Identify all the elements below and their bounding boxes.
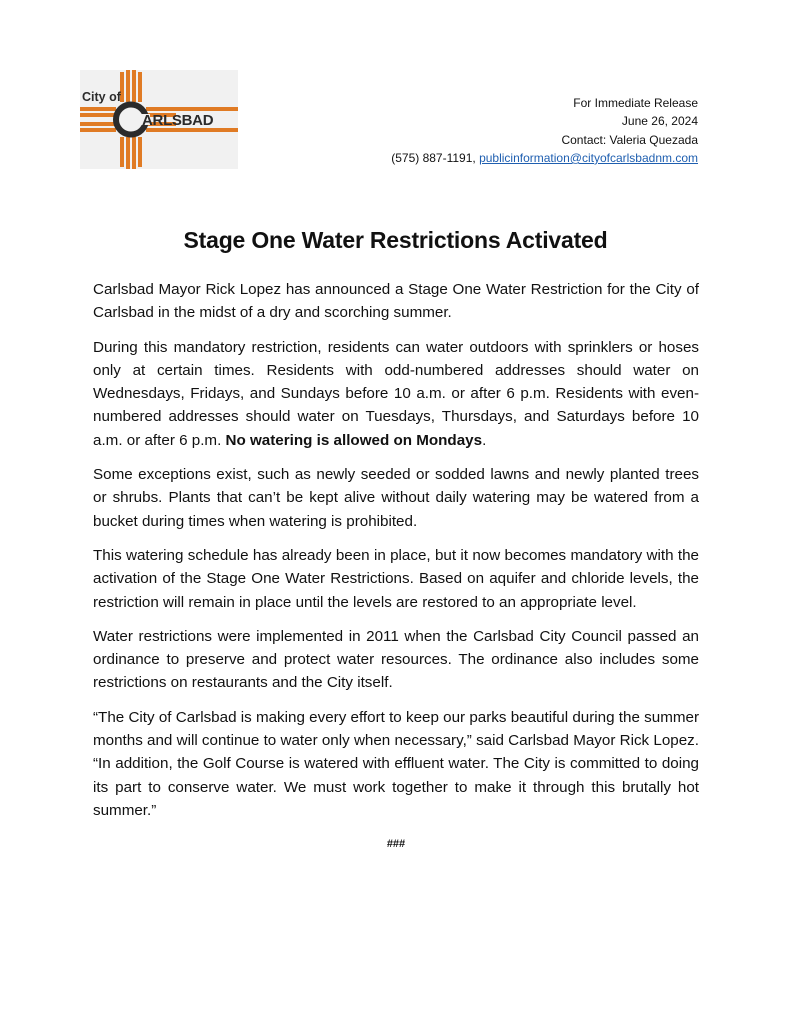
paragraph-exceptions: Some exceptions exist, such as newly seeded or sodded lawns and newly planted trees or shrubs. Plants that can’t be kept alive without daily watering may be watered from a bucket during times when watering is prohibited. bbox=[93, 466, 699, 530]
paragraph-announcement: Carlsbad Mayor Rick Lopez has announced a Stage One Water Restriction for the City of Carlsbad in the midst of a dry and scorching summer. bbox=[93, 281, 699, 322]
paragraph-mandatory: This watering schedule has already been in place, but it now becomes mandatory with the activation of the Stage One Water Restrictions. Based on aquifer and chloride levels, the restriction will remain in place until the levels are restored to an appropriate level. bbox=[93, 546, 699, 611]
paragraph-schedule bbox=[93, 336, 699, 452]
end-mark: ### bbox=[386, 838, 406, 851]
paragraph-history: Water restrictions were implemented in 2011 when the Carlsbad City Council passed an ordinance to preserve and protect water resources. The ordinance also includes some restrictions on restaurants and the City itself. bbox=[93, 627, 699, 692]
zia-sun-logo bbox=[80, 70, 238, 169]
contact-line bbox=[391, 149, 698, 167]
press-release-title: Stage One Water Restrictions Activated bbox=[183, 227, 608, 253]
schedule-period: . bbox=[482, 431, 487, 449]
city-logo bbox=[80, 70, 238, 169]
contact-phone: (575) 887-1191, bbox=[391, 150, 480, 165]
logo-city-of: City of bbox=[82, 90, 121, 104]
logo-carlsbad: ARLSBAD bbox=[142, 112, 214, 129]
press-release-body bbox=[93, 278, 699, 857]
release-date: June 26, 2024 bbox=[621, 114, 698, 129]
contact-email-link[interactable]: publicinformation@cityofcarlsbadnm.com bbox=[479, 150, 698, 165]
release-label: For Immediate Release bbox=[573, 96, 698, 110]
schedule-text: During this mandatory restriction, residents can water outdoors with sprinklers or hoses only at certain times. Residents with odd-numbered addresses should water on Wednesdays, Fridays, and Sundays before 10 a.m. or after 6 p.m. Residents with even-numbered addresses should water on Tuesdays, Thursdays, and Saturdays before 10 a.m. or after 6 p.m. bbox=[93, 338, 699, 449]
no-watering-mondays: No watering is allowed on Mondays bbox=[225, 431, 483, 449]
release-header bbox=[391, 94, 698, 167]
paragraph-mayor-quote: “The City of Carlsbad is making every effort to keep our parks beautiful during the summer months and will continue to water only when necessary,” said Carlsbad Mayor Rick Lopez. “In addition, the Golf Course is watered with effluent water. The City is committed to doing its part to conserve water. We must work together to make it through this brutally hot summer.” bbox=[93, 708, 699, 819]
contact-name: Contact: Valeria Quezada bbox=[561, 132, 698, 147]
